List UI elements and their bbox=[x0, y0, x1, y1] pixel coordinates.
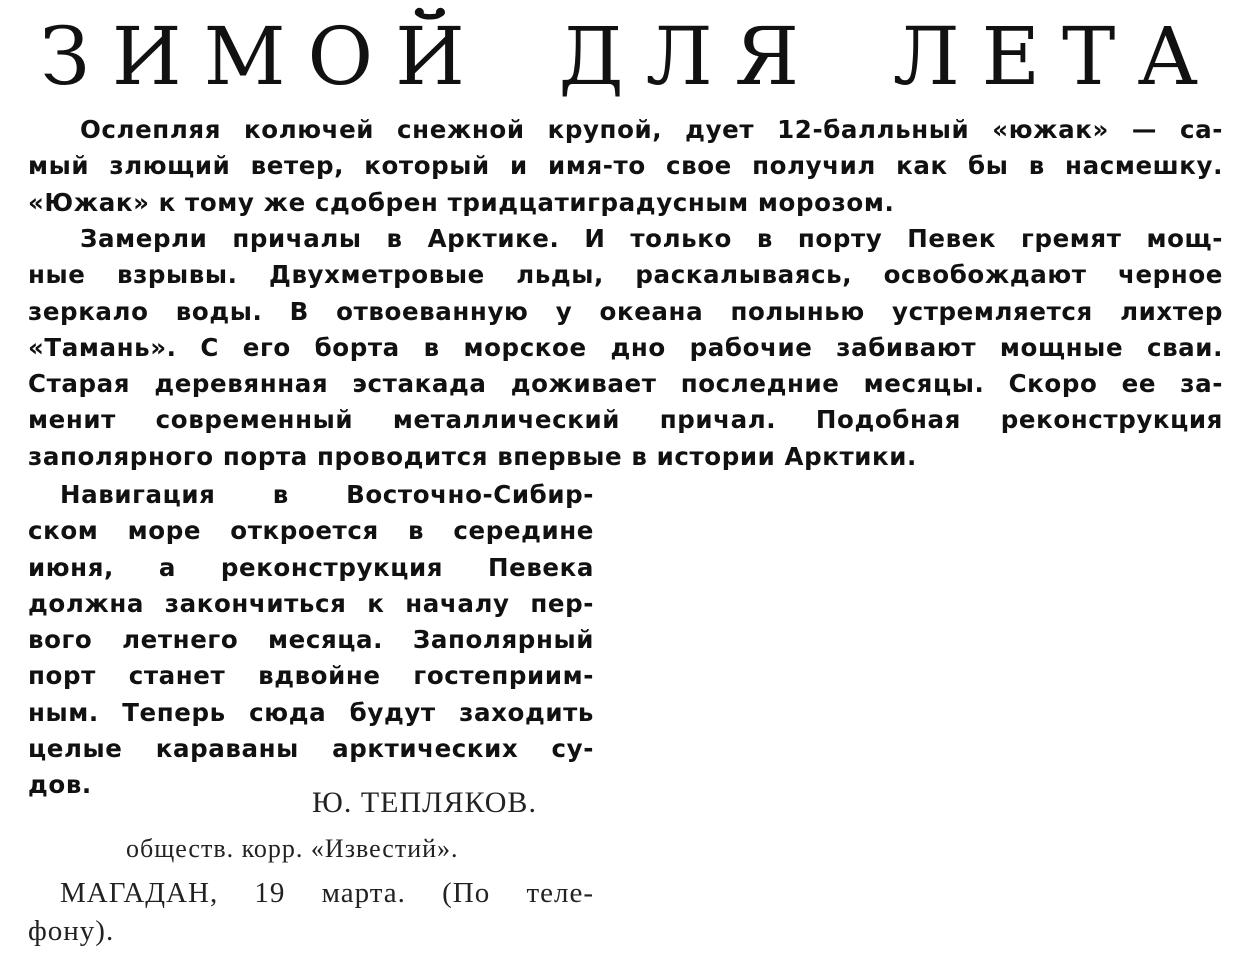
text-line: июня, а реконструкция Певека bbox=[28, 552, 594, 582]
text-line: мый злющий ветер, который и имя-то свое получил как бы в насмешку. bbox=[28, 151, 1223, 181]
text-line: фону). bbox=[28, 915, 115, 947]
text-line: Навигация в Восточно-Сибир- bbox=[60, 480, 594, 509]
dateline bbox=[28, 874, 594, 950]
text-line: ском море откроется в середине bbox=[28, 516, 594, 546]
text-line: вого летнего месяца. Заполярный bbox=[28, 625, 594, 655]
text-line: зеркало воды. В отвоеванную у океана полынью устремляется лихтер bbox=[28, 296, 1223, 326]
text-line: ные взрывы. Двухметровые льды, раскалываясь, освобождают черное bbox=[28, 260, 1223, 290]
article-headline: ЗИМОЙ ДЛЯ ЛЕТА bbox=[40, 10, 1220, 103]
text-line: порт станет вдвойне гостеприим- bbox=[28, 661, 594, 691]
text-line: МАГАДАН, 19 марта. (По теле- bbox=[60, 877, 594, 909]
text-line: Ослепляя колючей снежной крупой, дует 12-балльный «южак» — са- bbox=[80, 115, 1223, 144]
paragraph-3 bbox=[28, 477, 594, 804]
paragraph-1 bbox=[28, 112, 1223, 221]
text-line: дов. bbox=[28, 770, 92, 800]
text-line: «Тамань». С его борта в морское дно рабочие забивают мощные сваи. bbox=[28, 332, 1223, 362]
author-name: Ю. ТЕПЛЯКОВ. bbox=[312, 786, 537, 819]
author-affiliation: обществ. корр. «Известий». bbox=[126, 834, 459, 863]
text-line: должна закончиться к началу пер- bbox=[28, 588, 594, 618]
paragraph-2 bbox=[28, 221, 1223, 475]
text-line: ным. Теперь сюда будут заходить bbox=[28, 697, 594, 727]
text-line: Старая деревянная эстакада доживает последние месяцы. Скоро ее за- bbox=[28, 369, 1223, 399]
text-line: менит современный металлический причал. Подобная реконструкция bbox=[28, 405, 1223, 435]
text-line: Замерли причалы в Арктике. И только в порту Певек гремят мощ- bbox=[80, 224, 1223, 253]
text-line: заполярного порта проводится впервые в истории Арктики. bbox=[28, 441, 917, 471]
text-line: «Южак» к тому же сдобрен тридцатиградусным морозом. bbox=[28, 187, 895, 217]
text-line: целые караваны арктических су- bbox=[28, 734, 594, 764]
